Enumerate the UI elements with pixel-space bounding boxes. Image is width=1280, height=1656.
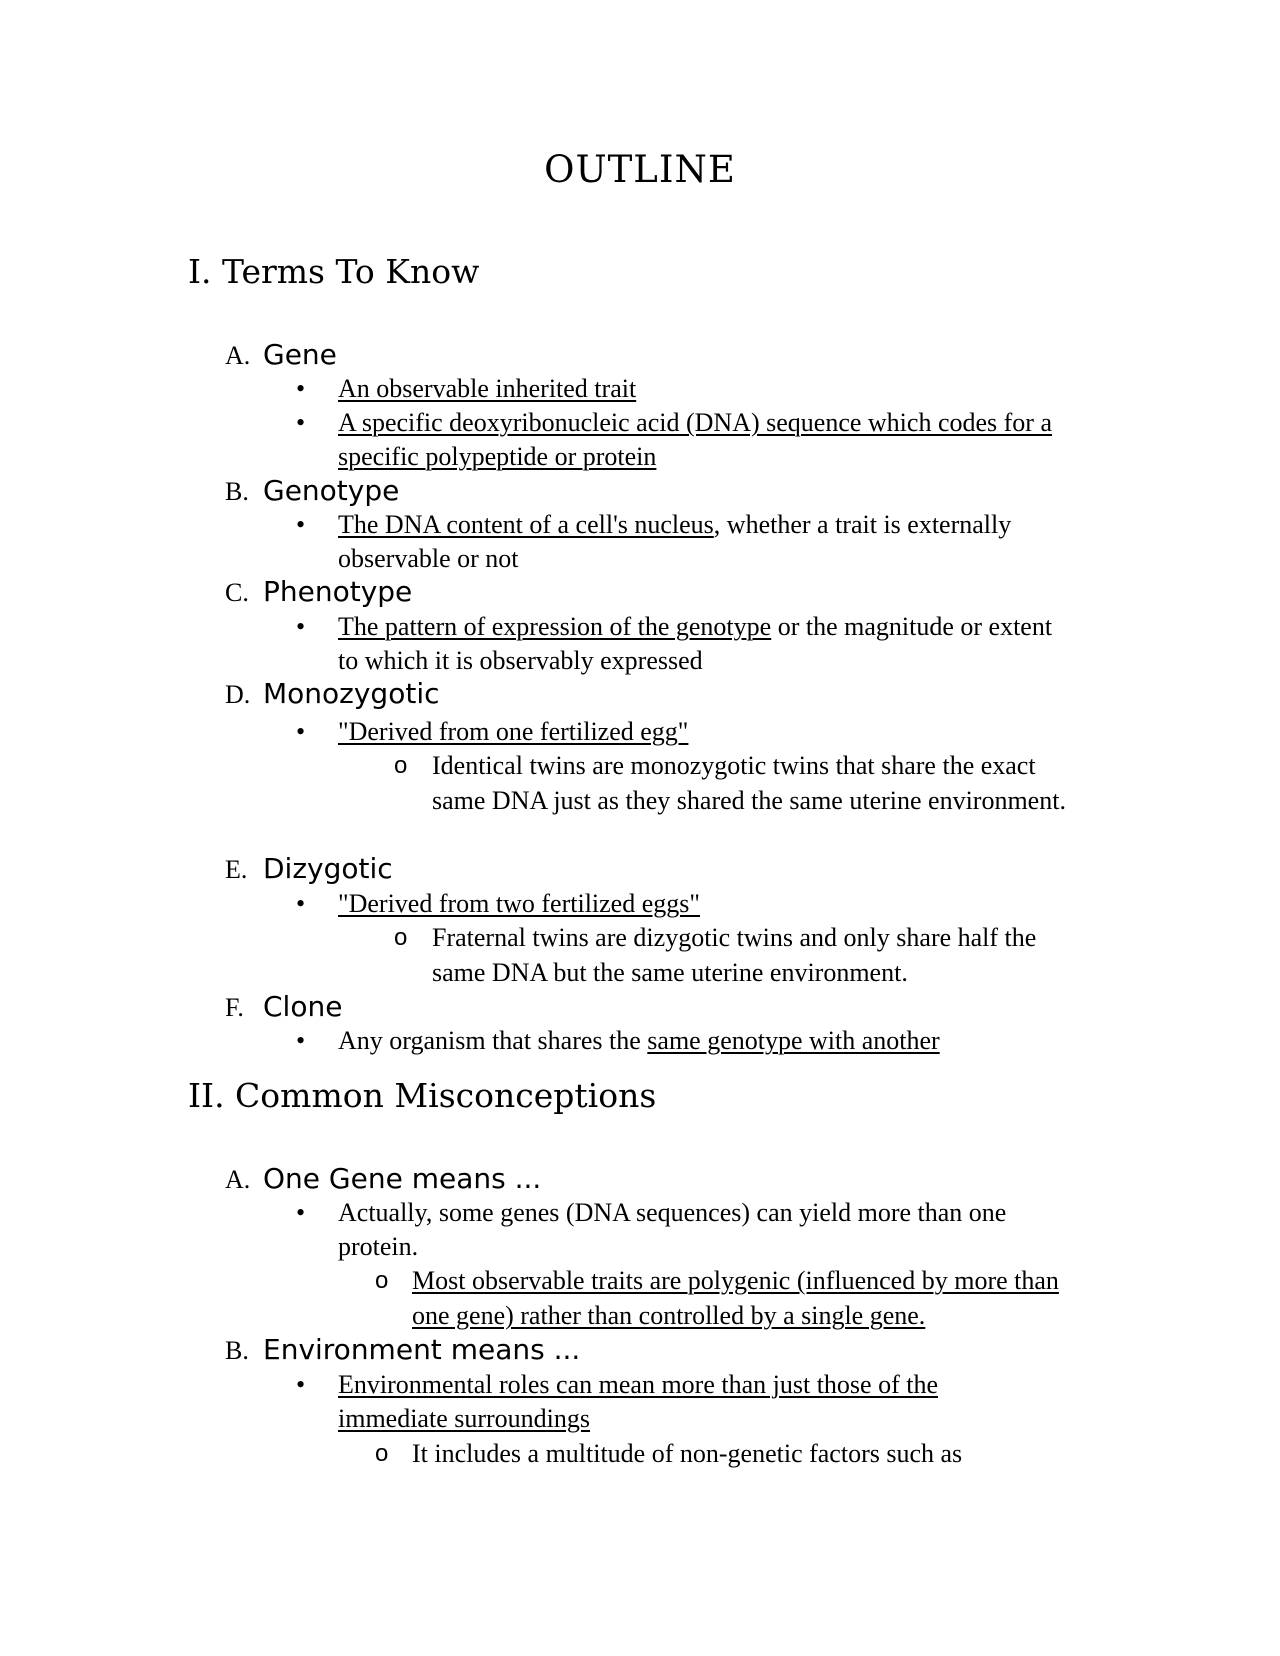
sub-bullet-text: Identical twins are monozygotic twins that share the exact same DNA just as they shared the same uterine environment. [432, 751, 1066, 815]
section-heading-misconceptions: II. Common Misconceptions [188, 1076, 657, 1115]
bullet-icon: • [296, 717, 306, 746]
definition-bullet [296, 1024, 1060, 1058]
sub-bullet [394, 920, 1074, 990]
term-monozygotic [225, 677, 440, 710]
bullet-icon: • [296, 889, 306, 918]
term-label: One Gene means ... [263, 1162, 542, 1195]
definition-bullet [296, 610, 1060, 677]
item-letter: F. [225, 993, 244, 1022]
definition-bullet [296, 406, 1090, 473]
definition-bullet [296, 372, 1060, 406]
bullet-icon: • [296, 1198, 306, 1227]
item-letter: B. [225, 477, 249, 506]
definition-underlined-text: same genotype with another [647, 1026, 940, 1055]
bullet-icon: • [296, 510, 306, 539]
definition-bullet [296, 715, 1060, 749]
definition-text: A specific deoxyribonucleic acid (DNA) sequence which codes for a specific polypeptide or protein [338, 408, 1052, 471]
term-genotype [225, 474, 399, 507]
definition-underlined-text: The DNA content of a cell's nucleus [338, 510, 714, 539]
misconception-one-gene [225, 1162, 541, 1195]
term-label: Gene [263, 338, 337, 371]
definition-bullet [296, 887, 1060, 921]
item-letter: D. [225, 680, 251, 709]
bullet-icon: • [296, 612, 306, 641]
definition-text: "Derived from one fertilized egg" [338, 717, 689, 746]
sub-bullet-text: Fraternal twins are dizygotic twins and only share half the same DNA but the same uterine environment. [432, 923, 1037, 987]
definition-bullet [296, 508, 1060, 575]
definition-text: Any organism that shares the [338, 1026, 648, 1055]
item-letter: A. [225, 1165, 251, 1194]
circle-bullet-icon: o [375, 1267, 389, 1294]
definition-text: , whether a trait is externally observable or not [338, 510, 1012, 573]
term-label: Phenotype [263, 575, 413, 608]
term-gene [225, 338, 337, 371]
bullet-icon: • [296, 374, 306, 403]
bullet-icon: • [296, 1370, 306, 1399]
definition-text: or the magnitude or extent to which it is observably expressed [338, 612, 1053, 675]
sub-bullet [394, 748, 1074, 818]
term-dizygotic [225, 852, 393, 885]
sub-bullet-text: It includes a multitude of non-genetic factors such as [412, 1439, 963, 1468]
term-label: Environment means ... [263, 1333, 581, 1366]
term-label: Monozygotic [263, 677, 440, 710]
circle-bullet-icon: o [394, 924, 408, 951]
item-letter: E. [225, 855, 248, 884]
circle-bullet-icon: o [375, 1440, 389, 1467]
item-letter: C. [225, 578, 249, 607]
bullet-icon: • [296, 1026, 306, 1055]
term-label: Clone [263, 990, 343, 1023]
definition-text: "Derived from two fertilized eggs" [338, 889, 700, 918]
explanation-text: Actually, some genes (DNA sequences) can yield more than one protein. [338, 1198, 1007, 1261]
explanation-bullet [296, 1196, 1060, 1263]
item-letter: B. [225, 1336, 249, 1365]
definition-underlined-text: The pattern of expression of the genotype [338, 612, 772, 641]
page-title: OUTLINE [544, 148, 736, 191]
sub-bullet [375, 1436, 1095, 1471]
explanation-text: Environmental roles can mean more than just those of the immediate surroundings [338, 1370, 938, 1433]
definition-text: An observable inherited trait [338, 374, 637, 403]
misconception-environment [225, 1333, 580, 1366]
sub-bullet-text: Most observable traits are polygenic (influenced by more than one gene) rather than controlled by a single gene. [412, 1266, 1059, 1330]
sub-bullet [375, 1263, 1095, 1333]
item-letter: A. [225, 341, 251, 370]
explanation-bullet [296, 1368, 1010, 1435]
term-label: Dizygotic [263, 852, 393, 885]
term-clone [225, 990, 342, 1023]
circle-bullet-icon: o [394, 752, 408, 779]
term-phenotype [225, 575, 412, 608]
bullet-icon: • [296, 408, 306, 437]
section-heading-terms: I. Terms To Know [188, 252, 480, 291]
term-label: Genotype [263, 474, 400, 507]
